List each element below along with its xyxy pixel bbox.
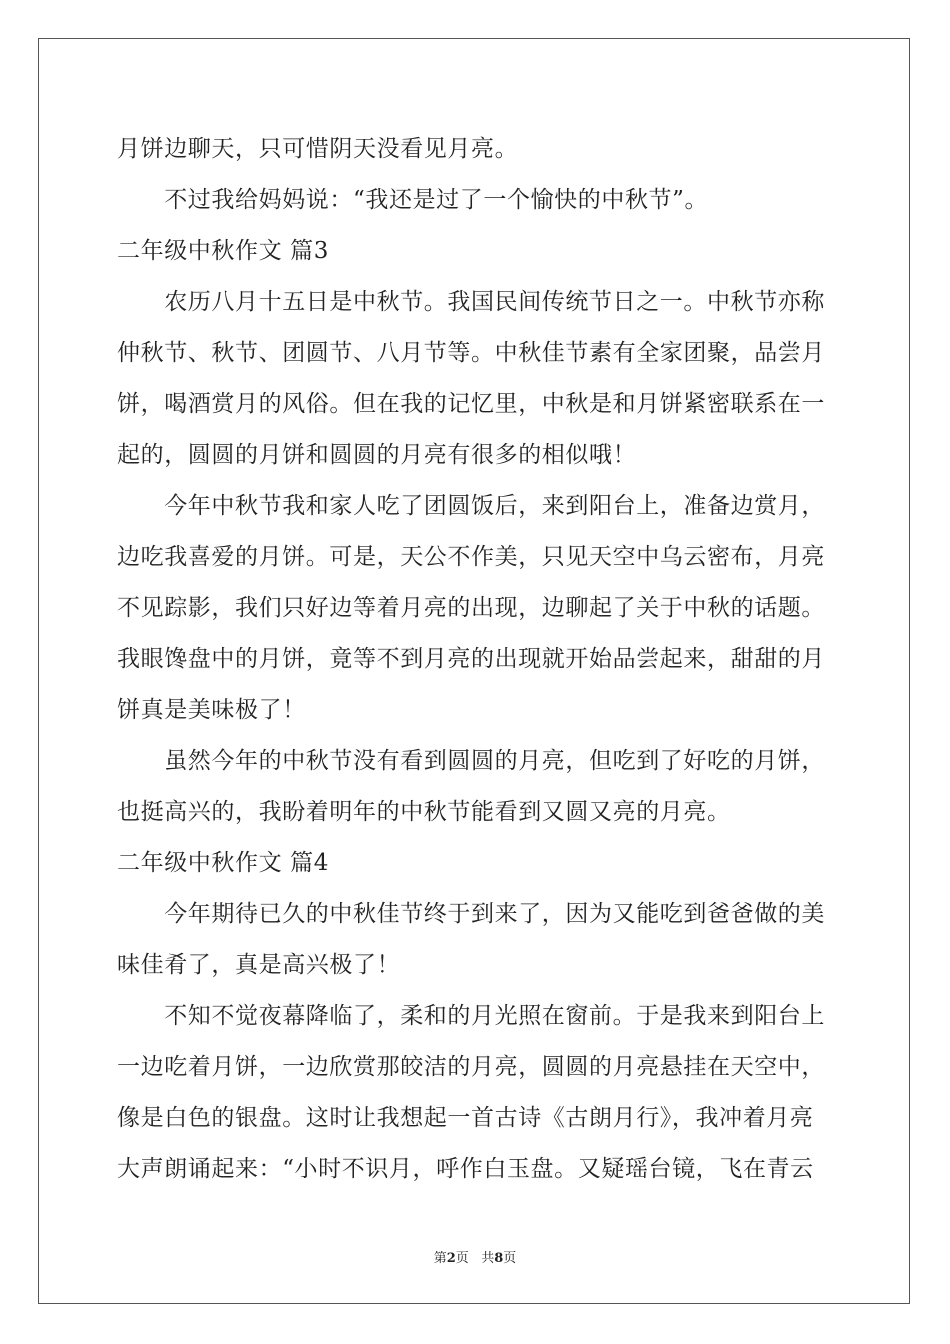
- text-line: 农历八月十五日是中秋节。我国民间传统节日之一。中秋节亦称: [117, 289, 825, 315]
- text-line: 饼真是美味极了！: [117, 697, 306, 723]
- text-line: 味佳肴了，真是高兴极了！: [117, 952, 401, 978]
- text-line: 饼，喝酒赏月的风俗。但在我的记忆里，中秋是和月饼紧密联系在一: [117, 391, 825, 417]
- text-line: 不知不觉夜幕降临了，柔和的月光照在窗前。于是我来到阳台上: [117, 1003, 825, 1029]
- text-line: 月饼边聊天，只可惜阴天没看见月亮。: [117, 136, 519, 162]
- text-line: 像是白色的银盘。这时让我想起一首古诗《古朗月行》，我冲着月亮: [117, 1105, 814, 1131]
- text-line: 仲秋节、秋节、团圆节、八月节等。中秋佳节素有全家团聚，品尝月: [117, 340, 825, 366]
- text-line: 不见踪影，我们只好边等着月亮的出现，边聊起了关于中秋的话题。: [117, 595, 825, 621]
- text-line: 起的，圆圆的月饼和圆圆的月亮有很多的相似哦！: [117, 442, 637, 468]
- text-line: 今年中秋节我和家人吃了团圆饭后，来到阳台上，准备边赏月，: [117, 493, 825, 519]
- text-line: 不过我给妈妈说：“我还是过了一个愉快的中秋节”。: [117, 187, 709, 213]
- page-number-suffix: 页: [455, 1251, 469, 1266]
- total-pages-suffix: 页: [503, 1251, 517, 1266]
- text-line: 也挺高兴的，我盼着明年的中秋节能看到又圆又亮的月亮。: [117, 799, 731, 825]
- total-pages-prefix: 共: [481, 1251, 495, 1266]
- current-page-number: 2: [446, 1251, 456, 1266]
- text-line: 我眼馋盘中的月饼，竟等不到月亮的出现就开始品尝起来，甜甜的月: [117, 646, 825, 672]
- text-line: 今年期待已久的中秋佳节终于到来了，因为又能吃到爸爸做的美: [117, 901, 825, 927]
- total-page-count: 8: [494, 1251, 504, 1266]
- page-number-prefix: 第: [433, 1251, 447, 1266]
- section-heading: 二年级中秋作文 篇4: [117, 850, 329, 876]
- text-line: 一边吃着月饼，一边欣赏那皎洁的月亮，圆圆的月亮悬挂在天空中，: [117, 1054, 825, 1080]
- text-line: 虽然今年的中秋节没有看到圆圆的月亮，但吃到了好吃的月饼，: [117, 748, 825, 774]
- text-line: 边吃我喜爱的月饼。可是，天公不作美，只见天空中乌云密布，月亮: [117, 544, 825, 570]
- page-footer: [0, 1247, 950, 1266]
- document-body: [117, 124, 837, 1195]
- section-heading: 二年级中秋作文 篇3: [117, 238, 329, 264]
- text-line: 大声朗诵起来：“小时不识月，呼作白玉盘。又疑瑶台镜，飞在青云: [117, 1156, 814, 1182]
